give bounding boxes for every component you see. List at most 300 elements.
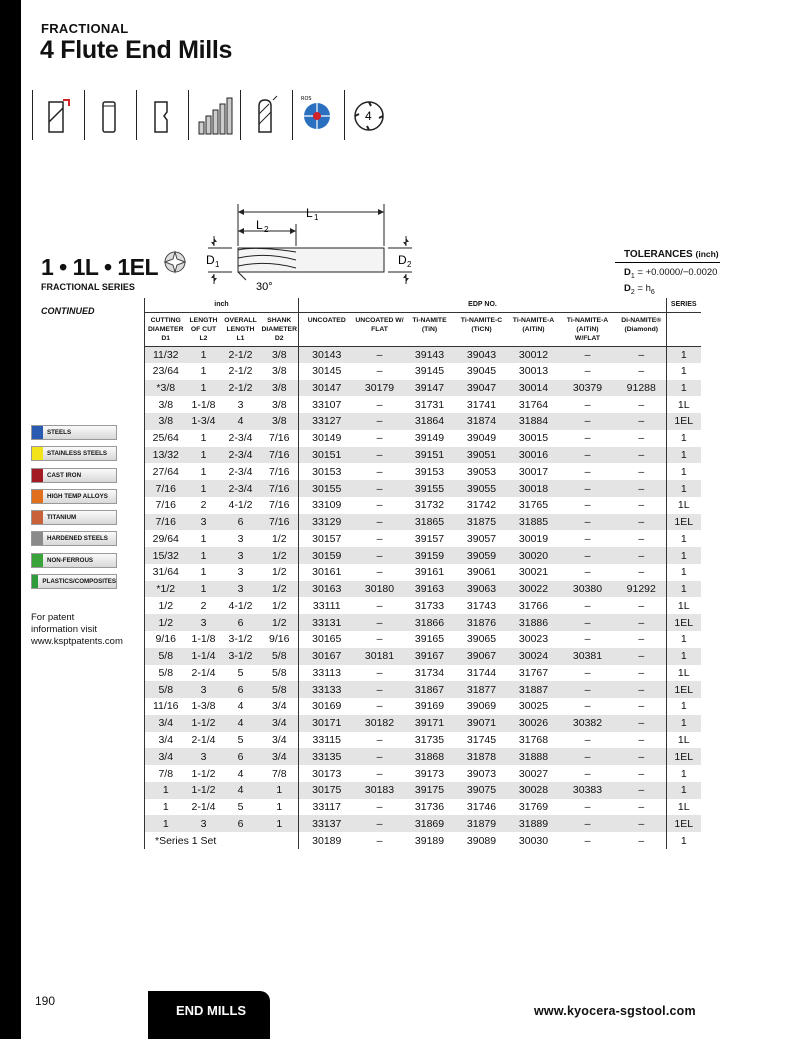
table-cell: 1/2 [271, 566, 287, 579]
column-header: Ti-NAMITE-A (AlTiN) W/FLAT [559, 312, 617, 346]
table-cell: – [617, 514, 667, 531]
table-cell: 39165 [414, 633, 445, 646]
table-cell: 31885 [509, 514, 559, 531]
table-cell: 31736 [414, 801, 445, 814]
table-cell: 1 [667, 346, 701, 363]
helix-angle-label: 30° [256, 281, 273, 293]
table-cell: 31889 [509, 815, 559, 832]
column-header: UNCOATED [299, 312, 355, 346]
table-cell: 3/8 [145, 396, 187, 413]
table-cell: 30179 [355, 380, 405, 397]
table-cell: – [376, 633, 383, 646]
table-cell: 31732 [414, 499, 445, 512]
tolerance-d1: $D_1 = +0.0000/-0.0020$ [624, 267, 718, 280]
table-row [145, 765, 701, 782]
tolerances-divider [615, 262, 720, 263]
table-cell: – [584, 801, 591, 814]
table-cell: 30380 [559, 581, 617, 598]
table-cell: 30151 [299, 447, 355, 464]
table-cell: 39089 [466, 834, 497, 847]
feature-icon-row [32, 90, 396, 140]
table-cell: 39169 [414, 700, 445, 713]
table-cell: 1EL [667, 681, 701, 698]
table-cell: 1 [667, 648, 701, 665]
table-cell: – [638, 398, 645, 411]
table-cell: 31746 [466, 801, 497, 814]
table-cell: 33129 [299, 514, 355, 531]
table-cell: 30169 [299, 698, 355, 715]
table-cell: 39175 [405, 782, 455, 799]
series-title: 1 • 1L • 1EL [41, 254, 159, 280]
table-cell: 30147 [299, 380, 355, 397]
column-header: Di-NAMITE® (Diamond) [617, 312, 667, 346]
table-cell: 91292 [617, 581, 667, 598]
table-cell: 39075 [455, 782, 509, 799]
table-cell: – [355, 815, 405, 832]
set-label: *Series 1 Set [145, 832, 299, 849]
table-cell: 39151 [405, 447, 455, 464]
table-cell: 5/8 [145, 648, 187, 665]
table-cell: 30180 [355, 581, 405, 598]
table-cell: 33117 [299, 799, 355, 816]
table-cell: – [559, 413, 617, 430]
table-cell: 2-1/2 [228, 365, 253, 378]
table-cell: 1 [276, 801, 283, 814]
table-cell: 3/4 [261, 715, 299, 732]
table-row [145, 782, 701, 799]
column-header: SHANK DIAMETER D2 [261, 312, 299, 346]
flute-cross-section-icon [162, 247, 188, 277]
table-cell: 2 [200, 499, 207, 512]
table-cell: – [355, 681, 405, 698]
svg-text:ROS: ROS [301, 96, 312, 102]
table-cell: 30017 [518, 465, 549, 478]
table-cell: 1 [200, 432, 207, 445]
table-cell: – [584, 532, 591, 545]
table-cell: 3/8 [271, 365, 287, 378]
table-cell: – [617, 748, 667, 765]
l1-label: L [306, 206, 313, 220]
table-cell: 39053 [466, 465, 497, 478]
table-cell: 1 [667, 547, 701, 564]
table-cell: 30379 [559, 380, 617, 397]
table-cell: 39065 [466, 633, 497, 646]
table-cell: 4-1/2 [228, 599, 253, 612]
table-cell: 39153 [414, 465, 445, 478]
table-row [145, 480, 701, 497]
table-cell: 2-1/4 [191, 733, 216, 746]
table-cell: 39057 [466, 532, 497, 545]
table-cell: 1/2 [271, 532, 287, 545]
table-cell: 1 [667, 530, 701, 547]
section-tab[interactable]: END MILLS [148, 991, 270, 1039]
table-cell: 30149 [299, 430, 355, 447]
table-row [145, 614, 701, 631]
table-cell: 6 [221, 681, 261, 698]
table-cell: 31734 [414, 666, 445, 679]
table-cell: 2-3/4 [221, 447, 261, 464]
table-cell: – [638, 532, 645, 545]
table-cell: – [376, 465, 383, 478]
table-row [145, 648, 701, 665]
table-cell: 3/4 [145, 732, 187, 749]
table-cell: 39063 [455, 581, 509, 598]
table-cell: 31745 [466, 733, 497, 746]
ros-icon [292, 90, 344, 140]
table-cell: 30022 [509, 581, 559, 598]
table-row [145, 447, 701, 464]
end-mill-spec-table [144, 298, 701, 849]
table-cell: 39145 [414, 365, 445, 378]
table-cell: 1 [187, 380, 221, 397]
table-cell: – [584, 499, 591, 512]
footer-url[interactable]: www.kyocera-sgstool.com [534, 1004, 696, 1018]
table-cell: 7/16 [269, 465, 290, 478]
column-header: UNCOATED W/ FLAT [355, 312, 405, 346]
table-cell: 31876 [455, 614, 509, 631]
table-cell: 39147 [405, 380, 455, 397]
table-cell: 31731 [414, 398, 445, 411]
table-cell: 7/16 [145, 514, 187, 531]
table-cell: 6 [221, 748, 261, 765]
four-flute-icon [344, 90, 396, 140]
table-cell: – [638, 666, 645, 679]
tolerance-d2: $D_2 = h_6$ [624, 283, 655, 296]
table-row [145, 363, 701, 380]
table-cell: 30026 [509, 715, 559, 732]
table-cell: – [376, 733, 383, 746]
table-cell: 30016 [509, 447, 559, 464]
table-cell: 5/8 [261, 681, 299, 698]
tolerances-title: TOLERANCES (inch) [624, 249, 719, 260]
table-cell: 39067 [455, 648, 509, 665]
material-titanium: TITANIUM [31, 510, 117, 525]
table-cell: 1 [667, 480, 701, 497]
table-cell: – [376, 365, 383, 378]
table-cell: 3 [237, 532, 244, 545]
table-cell: 31743 [466, 599, 497, 612]
table-row [145, 681, 701, 698]
table-cell: 3-1/2 [228, 633, 253, 646]
table-cell: 39045 [466, 365, 497, 378]
table-cell: 1/2 [145, 597, 187, 614]
patent-link[interactable]: www.ksptpatents.com [31, 636, 123, 647]
material-swatch [32, 469, 43, 482]
table-cell: – [559, 681, 617, 698]
table-cell: 39167 [405, 648, 455, 665]
table-cell: 1 [145, 815, 187, 832]
table-cell: 7/16 [269, 432, 290, 445]
table-cell: 5/8 [261, 648, 299, 665]
table-cell: – [376, 398, 383, 411]
table-cell: 5/8 [145, 665, 187, 682]
table-cell: 3 [187, 681, 221, 698]
table-cell: 1 [200, 566, 207, 579]
table-cell: 2-3/4 [221, 480, 261, 497]
table-cell: 33133 [299, 681, 355, 698]
table-cell: 6 [221, 514, 261, 531]
table-cell: 31867 [405, 681, 455, 698]
table-cell: 30155 [299, 480, 355, 497]
table-cell: 7/16 [145, 497, 187, 514]
table-cell: 39069 [466, 700, 497, 713]
table-cell: – [617, 447, 667, 464]
table-cell: 30013 [518, 365, 549, 378]
table-cell: 1EL [667, 748, 701, 765]
table-cell: 33109 [299, 497, 355, 514]
table-cell: – [617, 782, 667, 799]
table-cell: 31766 [518, 599, 549, 612]
table-cell: 4 [237, 700, 244, 713]
table-cell: 2 [200, 599, 207, 612]
table-cell: 39047 [455, 380, 509, 397]
table-cell: – [638, 365, 645, 378]
table-cell: 3/8 [261, 346, 299, 363]
table-cell: 39157 [414, 532, 445, 545]
table-cell: 30021 [518, 566, 549, 579]
table-cell: – [376, 666, 383, 679]
table-cell: 1/2 [261, 547, 299, 564]
material-high-temp-alloys: HIGH TEMP ALLOYS [31, 489, 117, 504]
table-cell: 1 [200, 532, 207, 545]
table-cell: 1 [667, 715, 701, 732]
table-cell: *3/8 [145, 380, 187, 397]
table-cell: 30023 [518, 633, 549, 646]
table-cell: – [559, 815, 617, 832]
table-cell: 3/8 [271, 398, 287, 411]
table-cell: 1/2 [261, 581, 299, 598]
table-cell: 33135 [299, 748, 355, 765]
table-cell: 31877 [455, 681, 509, 698]
table-cell: 31878 [455, 748, 509, 765]
length-chart-icon [188, 90, 240, 140]
shank-flat-icon [136, 90, 188, 140]
left-edge-bar [0, 0, 21, 1039]
table-cell: – [584, 733, 591, 746]
table-cell: 33131 [299, 614, 355, 631]
column-header: OVERALL LENGTH L1 [221, 312, 261, 346]
table-cell: 39189 [414, 834, 445, 847]
table-cell: 39071 [455, 715, 509, 732]
l1-subscript: 1 [314, 213, 319, 222]
table-cell: – [584, 700, 591, 713]
table-cell: 3 [221, 547, 261, 564]
column-header-series [667, 312, 701, 346]
table-cell: – [559, 547, 617, 564]
table-cell: 30382 [559, 715, 617, 732]
table-cell: 1 [667, 447, 701, 464]
table-cell: 39049 [466, 432, 497, 445]
table-cell: 1/2 [261, 614, 299, 631]
table-cell: 30159 [299, 547, 355, 564]
d1-label: D [206, 253, 215, 267]
table-cell: – [355, 413, 405, 430]
table-cell: 5 [237, 733, 244, 746]
table-cell: 1 [667, 782, 701, 799]
table-cell: 4 [237, 767, 244, 780]
table-cell: – [559, 614, 617, 631]
table-cell: – [638, 700, 645, 713]
table-cell: – [559, 514, 617, 531]
table-cell: – [638, 834, 645, 847]
table-cell: – [638, 767, 645, 780]
d1-subscript: 1 [215, 260, 220, 269]
material-non-ferrous: NON-FERROUS [31, 553, 117, 568]
table-cell: 3 [237, 398, 244, 411]
table-cell: 31886 [509, 614, 559, 631]
table-cell: – [376, 432, 383, 445]
table-cell: 7/16 [261, 514, 299, 531]
table-cell: 31769 [518, 801, 549, 814]
table-row [145, 665, 701, 682]
table-cell: – [638, 633, 645, 646]
table-row [145, 597, 701, 614]
table-cell: 23/64 [145, 363, 187, 380]
table-cell: 30030 [518, 834, 549, 847]
table-cell: – [376, 700, 383, 713]
table-cell: 7/8 [271, 767, 287, 780]
table-cell: 39171 [405, 715, 455, 732]
table-row [145, 631, 701, 648]
table-cell: – [638, 499, 645, 512]
l2-subscript: 2 [264, 225, 269, 234]
table-cell: 1L [667, 497, 701, 514]
table-cell: 31744 [466, 666, 497, 679]
table-cell: 1 [667, 363, 701, 380]
table-cell: 1L [667, 597, 701, 614]
table-cell: 3/8 [261, 380, 299, 397]
table-cell: 2-1/4 [191, 666, 216, 679]
table-cell: 39055 [455, 480, 509, 497]
table-cell: 1/2 [145, 614, 187, 631]
table-cell: 39043 [455, 346, 509, 363]
table-cell: 1 [187, 346, 221, 363]
table-cell: 2-3/4 [228, 432, 253, 445]
table-cell: – [617, 480, 667, 497]
table-cell: 1 [187, 581, 221, 598]
table-cell: 3 [187, 614, 221, 631]
table-cell: 1EL [667, 514, 701, 531]
table-cell: – [638, 432, 645, 445]
l2-label: L [256, 218, 263, 232]
table-cell: 31887 [509, 681, 559, 698]
table-cell: 31764 [518, 398, 549, 411]
table-cell: 4 [221, 782, 261, 799]
table-cell: 31742 [466, 499, 497, 512]
table-cell: 1 [261, 815, 299, 832]
table-cell: 4-1/2 [228, 499, 253, 512]
table-cell: – [638, 465, 645, 478]
table-row [145, 497, 701, 514]
table-cell: – [376, 834, 383, 847]
table-cell: 1L [667, 799, 701, 816]
table-cell: 1 [667, 698, 701, 715]
material-swatch [32, 490, 43, 503]
table-cell: – [617, 614, 667, 631]
table-cell: – [584, 599, 591, 612]
table-cell: 1-1/4 [187, 648, 221, 665]
table-cell: 30015 [518, 432, 549, 445]
table-cell: 27/64 [145, 463, 187, 480]
table-cell: 1 [667, 581, 701, 598]
table-cell: 30019 [518, 532, 549, 545]
table-cell: 1EL [667, 614, 701, 631]
table-cell: – [376, 499, 383, 512]
table-cell: 30189 [299, 832, 355, 849]
table-cell: 33113 [299, 665, 355, 682]
table-cell: 4 [221, 715, 261, 732]
table-cell: 30167 [299, 648, 355, 665]
table-cell: 30018 [509, 480, 559, 497]
table-cell: 15/32 [145, 547, 187, 564]
table-cell: 31868 [405, 748, 455, 765]
table-cell: 39051 [455, 447, 509, 464]
table-cell: 31865 [405, 514, 455, 531]
table-cell: 7/16 [145, 480, 187, 497]
table-cell: 30024 [509, 648, 559, 665]
table-cell: – [376, 599, 383, 612]
table-cell: 31768 [518, 733, 549, 746]
table-row [145, 799, 701, 816]
table-cell: 1 [145, 782, 187, 799]
table-cell: 30171 [299, 715, 355, 732]
table-cell: 30143 [299, 346, 355, 363]
table-cell: 30173 [299, 765, 355, 782]
table-row [145, 815, 701, 832]
table-cell: 31864 [405, 413, 455, 430]
table-row [145, 396, 701, 413]
table-cell: 1 [145, 799, 187, 816]
table-cell: 39149 [414, 432, 445, 445]
table-cell: 39073 [466, 767, 497, 780]
table-cell: 11/16 [145, 698, 187, 715]
table-cell: 39061 [466, 566, 497, 579]
material-swatch [32, 532, 43, 545]
table-cell: 30027 [518, 767, 549, 780]
table-cell: – [638, 566, 645, 579]
table-cell: 31767 [518, 666, 549, 679]
table-cell: 1-1/2 [191, 767, 216, 780]
column-header: LENGTH OF CUT L2 [187, 312, 221, 346]
table-row-set [145, 832, 701, 849]
table-row [145, 698, 701, 715]
material-plastics-composites: PLASTICS/COMPOSITES [31, 574, 117, 589]
table-cell: 39173 [414, 767, 445, 780]
square-end-icon [84, 90, 136, 140]
helix-angle-icon [32, 90, 84, 140]
table-cell: – [376, 767, 383, 780]
table-cell: – [617, 715, 667, 732]
table-row [145, 547, 701, 564]
table-row [145, 463, 701, 480]
table-cell: 7/16 [261, 447, 299, 464]
table-cell: 30025 [518, 700, 549, 713]
table-cell: 30181 [355, 648, 405, 665]
table-cell: 39155 [405, 480, 455, 497]
table-cell: 33115 [299, 732, 355, 749]
material-stainless-steels: STAINLESS STEELS [31, 446, 117, 461]
table-cell: 1L [667, 396, 701, 413]
table-cell: 1 [667, 430, 701, 447]
table-cell: – [355, 547, 405, 564]
d2-subscript: 2 [407, 260, 412, 269]
table-cell: 13/32 [145, 447, 187, 464]
table-cell: 1-1/2 [187, 782, 221, 799]
table-cell: 91288 [617, 380, 667, 397]
table-row [145, 748, 701, 765]
table-cell: 3/8 [261, 413, 299, 430]
table-cell: 1-1/8 [191, 633, 216, 646]
